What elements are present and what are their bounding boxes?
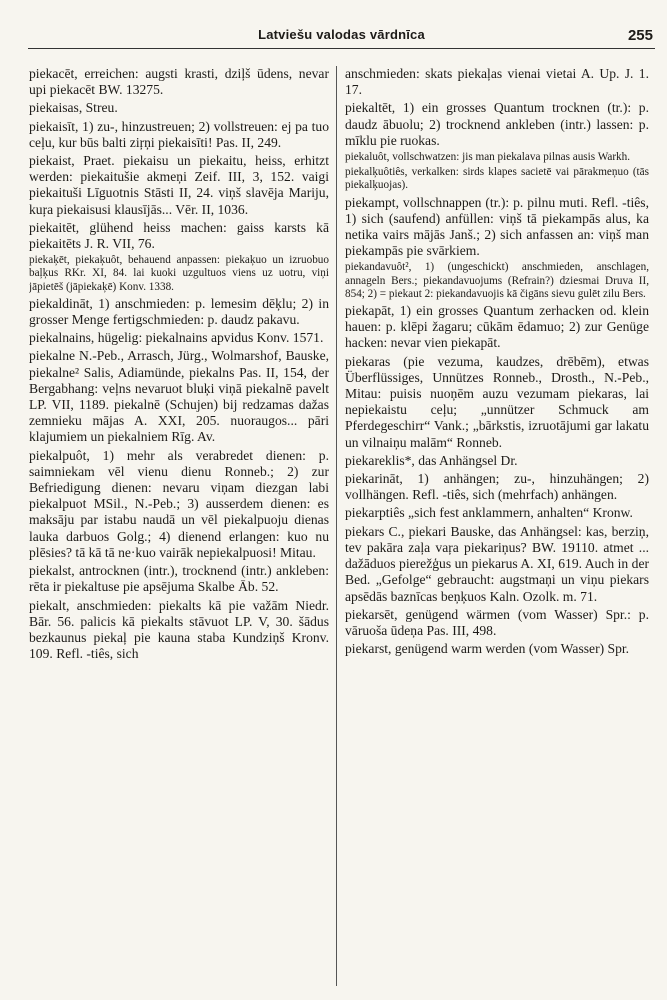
right-column	[345, 66, 649, 991]
page-number: 255	[627, 27, 653, 44]
entry-piekaras: piekaras (pie vezuma, kaudzes, drēbēm), etwas Überflüssiges, Unnützes Ronneb., Drosth., N.-Peb., Mitau: puisis nuoņēm auzu vezumam piekaras, lai nepiekaistu ceļu; „unnützer Schmuck am Pferdegeschirr“ Vank.; „bārkstis, izruotājumi gar lakatu un vilnaiņu malām“ Ronneb.	[345, 353, 649, 450]
entry-continuation: anschmieden: skats piekaļas vienai vietai A. Up. J. 1. 17.	[345, 66, 649, 98]
entry-piekalpuot: piekalpuôt, 1) mehr als verabredet dienen: p. saimniekam vēl vienu dienu Ronneb.; 2) zur Befriedigung dienen: nevaru viņam diezgan labi piekalpuot MSil., N.-Peb.; 3) ausserdem dienen: es maksāju par istabu naudā un vēl piekalpuoju dienas lauka darbuos Golg.; 4) dienend erlangen: kuo nu plēsies? tā kā tā ne·kuo vairāk nepiekalpuosi! Mitau.	[29, 447, 329, 560]
page-header	[28, 26, 655, 49]
entry-piekalne: piekalne N.-Peb., Arrasch, Jürg., Wolmarshof, Bauske, piekalne² Salis, Adiamünde, piekalns Pas. II, 154, der Bergabhang: veļns nevaruot bluķi viņā piekalnē pavelt LP. VII, 1189. piekalnē (Schujen) bij redzamas dažas zemnieku mājas A. XXI, 205. nuoraugos... pāri klajumiem un piekalniem Rīg. Av.	[29, 348, 329, 445]
running-title: Latviešu valodas vārdnīca	[258, 27, 425, 42]
entry-piekacet: piekacēt, erreichen: augsti krasti, dziļš ūdens, nevar upi piekacēt BW. 13275.	[29, 66, 329, 98]
entry-piekars: piekars C., piekari Bauske, das Anhängsel: kas, berziņ, tev pakāra zaļa vaŗa piekariņus? BW. 19110. atmet ... dažāduos pierežģus un piekarus A. XI, 619. Auch in der Bed. „Gefolge“ gebraucht: augstmaņi un viņu piekars apsēdās baznīcas beņķuos Kaln. Ozolk. m. 71.	[345, 523, 649, 604]
entry-piekalt: piekalt, anschmieden: piekalts kā pie važām Niedr. Bār. 56. palicis kā piekalts stāvuot LP. V, 30. šādus bezkaunus piekaļ pie kauna staba Kundziņš Kronv. 109. Refl. -tiês, sich	[29, 597, 329, 662]
entry-piekalnains: piekalnains, hügelig: piekalnains apvidus Konv. 1571.	[29, 330, 324, 346]
entry-piekapat: piekapāt, 1) ein grosses Quantum zerhacken od. klein hauen: p. klēpi žagaru; cūkām ēdamuo; 2) zur Genüge hacken: nevar vien piekapāt.	[345, 303, 649, 351]
entry-piekarst: piekarst, genügend warm werden (vom Wasser) Spr.	[345, 641, 630, 657]
entry-piekaket: piekaķēt, piekaķuôt, behauend anpassen: piekaķuo un izruobuo baļķus RKr. XI, 84. lai kuoki uzgultuos viens uz uotru, viņi jāpietēš (jāpiekaķē) Konv. 1338.	[29, 254, 329, 293]
entry-piekaluot: piekaluôt, vollschwatzen: jis man piekalava pilnas ausis Warkh.	[345, 151, 631, 164]
entry-piekaisit: piekaisīt, 1) zu-, hinzustreuen; 2) vollstreuen: ej pa tuo ceļu, kur būs balti ziŗņi piekaisīti! Pas. II, 249.	[29, 118, 329, 150]
entry-piekarset: piekarsēt, genügend wärmen (vom Wasser) Spr.: p. vāruoša ūdeņa Pas. III, 498.	[345, 606, 649, 638]
entry-piekaldinat: piekaldināt, 1) anschmieden: p. lemesim dēķlu; 2) in grosser Menge fertigschmieden: p. daudz pakavu.	[29, 295, 329, 328]
entry-piekareklis: piekareklis*, das Anhängsel Dr.	[345, 452, 518, 468]
entry-piekaitet: piekaitēt, glühend heiss machen: gaiss karsts kā piekaitēts J. R. VII, 76.	[29, 219, 329, 252]
entry-piekampt: piekampt, vollschnappen (tr.): p. pilnu muti. Refl. -tiês, 1) sich (saufend) anfüllen: viņš tā piekampās alus, ka netika vairs mājās Janš.; 2) sich anfassen an: viņš man piekampās pie svārkiem.	[345, 194, 649, 259]
entry-piekaisas: piekaisas, Streu.	[29, 100, 118, 116]
entry-piekalst: piekalst, antrocknen (intr.), trocknend (intr.) ankleben: rēta ir piekaltuse pie apsējuma Skalbe Āb. 52.	[29, 563, 329, 595]
entry-piekandavuot: piekandavuôt², 1) (ungeschickt) anschmieden, anschlagen, annageln Bers.; piekandavuojums (Refrain?) dziesmai Druva II, 854; 2) = piekaut 2: piekandavuojis kā čigāns sievu gulēt zilu Bers.	[345, 261, 649, 300]
entry-piekarinat: piekarināt, 1) anhängen; zu-, hinzuhängen; 2) vollhängen. Refl. -tiês, sich (mehrfach) anhängen.	[345, 471, 649, 503]
entry-piekalkuoties: piekalķuôtiês, verkalken: sirds klapes sacietē vai pārakmeņuo (tās piekalķuojas).	[345, 166, 649, 192]
entry-piekaist: piekaist, Praet. piekaisu un piekaitu, heiss, erhitzt werden: piekaitušie akmeņi Zeif. III, 3, 152. vaigi piekaituši Līguotnis Stāsti II, 24. viņš slavēja Mariju, kuŗa piekaisusi klausījās... Vēr. II, 1036.	[29, 153, 329, 217]
left-column	[29, 66, 329, 991]
column-divider	[336, 66, 337, 986]
entry-piekarpties: piekarptiês „sich fest anklammern, anhalten“ Kronw.	[345, 505, 633, 521]
entry-piekaltet: piekaltēt, 1) ein grosses Quantum trocknen (tr.): p. daudz ābuolu; 2) trocknend ankleben (intr.) lassen: p. mīklu pie ruokas.	[345, 100, 649, 148]
